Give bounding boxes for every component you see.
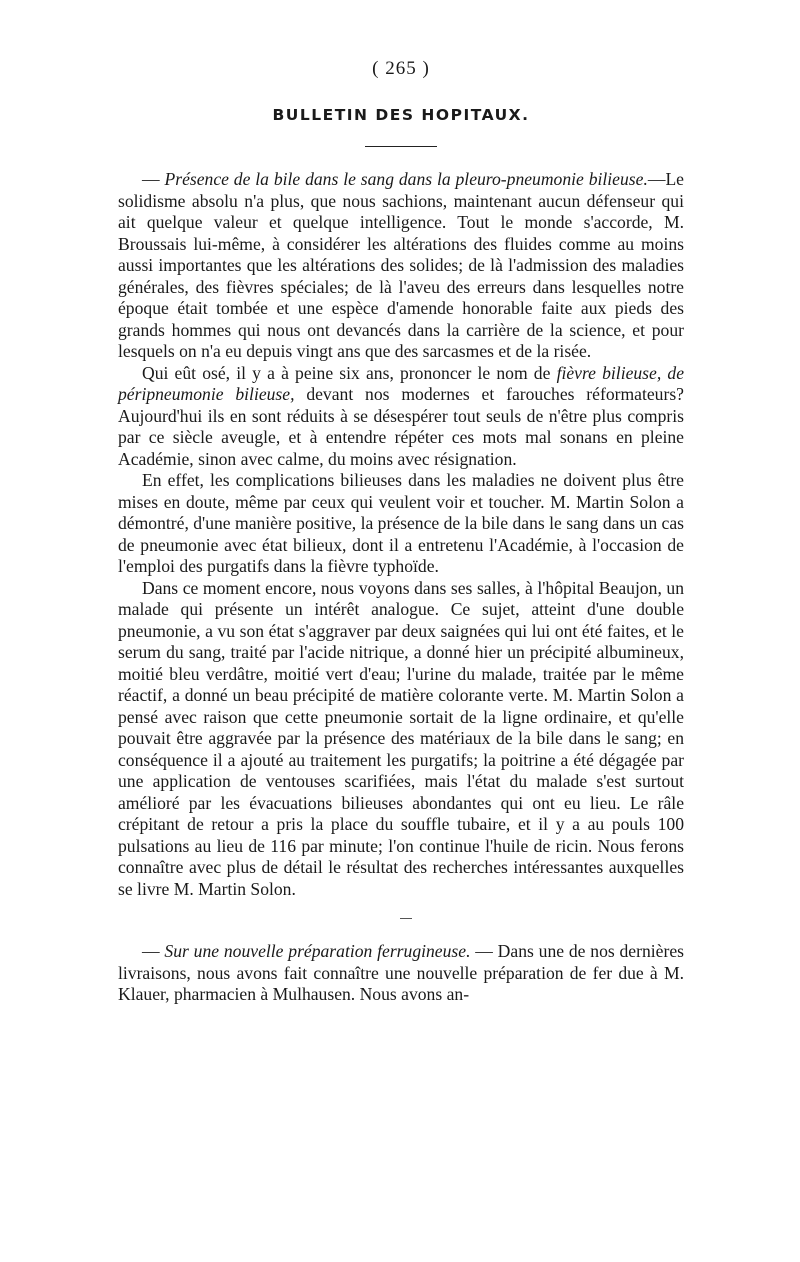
article-1-paragraph-2-part-b: devant nos modernes et farouches réformateurs? Aujourd'hui ils en sont réduits à se désespérer tout seuls de n'être plus compris par ce siècle aveugle, et à entendre répéter ces mots mal sonans en pleine Académie, sinon avec calme, du moins avec résignation. — [118, 384, 684, 469]
page-number: ( 265 ) — [372, 58, 430, 79]
article-1-paragraph-1 — [118, 169, 684, 363]
article-separator — [400, 918, 412, 919]
article-1-paragraph-2-italic: fièvre bilieuse, de péripneumonie bilieuse, — [118, 362, 685, 404]
article-1-paragraph-2-part-a: Qui eût osé, il y a à peine six ans, prononcer le nom de — [142, 362, 557, 383]
article-2-paragraph-1 — [118, 941, 684, 1006]
article-1-paragraph-2 — [118, 363, 684, 471]
section-title: BULLETIN DES HOPITAUX. — [272, 106, 530, 124]
article-bile-in-blood — [118, 169, 684, 900]
article-1-paragraph-3: En effet, les complications bilieuses dans les maladies ne doivent plus être mises en doute, même par ceux qui veulent voir et toucher. M. Martin Solon a démontré, d'une manière positive, la présence de la bile dans le sang dans un cas de pneumonie avec état bilieux, dont il a entretenu l'Académie, à l'occasion de l'emploi des purgatifs dans la fièvre typhoïde. — [118, 470, 684, 576]
article-1-lead-dash: — — [142, 169, 165, 189]
document-page — [118, 58, 684, 1006]
article-1-paragraph-1-text: —Le solidisme absolu n'a plus, que nous sachions, maintenant aucun défenseur qui ait quelque valeur et quelque intelligence. Tout le monde s'accorde, M. Broussais lui-même, à considérer les altérations des fluides comme au moins aussi importantes que les altérations des solides; de là l'admission des maladies générales, des fièvres spéciales; de là l'aveu des erreurs dans lesquelles notre époque était tombée et une espèce d'amende honorable faite aux pieds des grands hommes qui nous ont devancés dans la carrière de la science, et pour lesquels on n'a eu depuis vingt ans que des sarcasmes et de la risée. — [118, 169, 684, 361]
article-ferruginous-preparation — [118, 941, 684, 1006]
article-2-text: — Dans une de nos dernières livraisons, nous avons fait connaître une nouvelle préparation de fer due à M. Klauer, pharmacien à Mulhausen. Nous avons an- — [118, 941, 684, 1004]
article-2-lead-dash: — — [142, 941, 165, 961]
article-1-title: Présence de la bile dans le sang dans la pleuro-pneumonie bilieuse. — [164, 169, 648, 189]
article-1-paragraph-4: Dans ce moment encore, nous voyons dans ses salles, à l'hôpital Beaujon, un malade qui présente un intérêt analogue. Ce sujet, atteint d'une double pneumonie, a vu son état s'aggraver par deux saignées qui lui ont été faites, et le serum du sang, traité par l'acide nitrique, a donné hier un précipité albumineux, moitié bleu verdâtre, moitié vert d'eau; l'urine du malade, traitée par le même réactif, a donné un beau précipité de matière colorante verte. M. Martin Solon a pensé avec raison que cette pneumonie sortait de la ligne ordinaire, et qu'elle pouvait être aggravée par la présence des matériaux de la bile dans le sang; en conséquence il a ajouté au traitement les purgatifs; la poitrine a été dégagée par une application de ventouses scarifiées, mais l'état du malade s'est surtout amélioré par les évacuations bilieuses abondantes qui ont eu lieu. Le râle crépitant de retour a pris la place du souffle tubaire, et il y a au pouls 100 pulsations au lieu de 116 par minute; l'on continue l'huile de ricin. Nous ferons connaître avec plus de détail le résultat des recherches intéressantes auxquelles se livre M. Martin Solon. — [118, 577, 684, 899]
title-divider — [365, 146, 437, 147]
article-2-title: Sur une nouvelle préparation ferrugineuse. — [164, 941, 471, 961]
